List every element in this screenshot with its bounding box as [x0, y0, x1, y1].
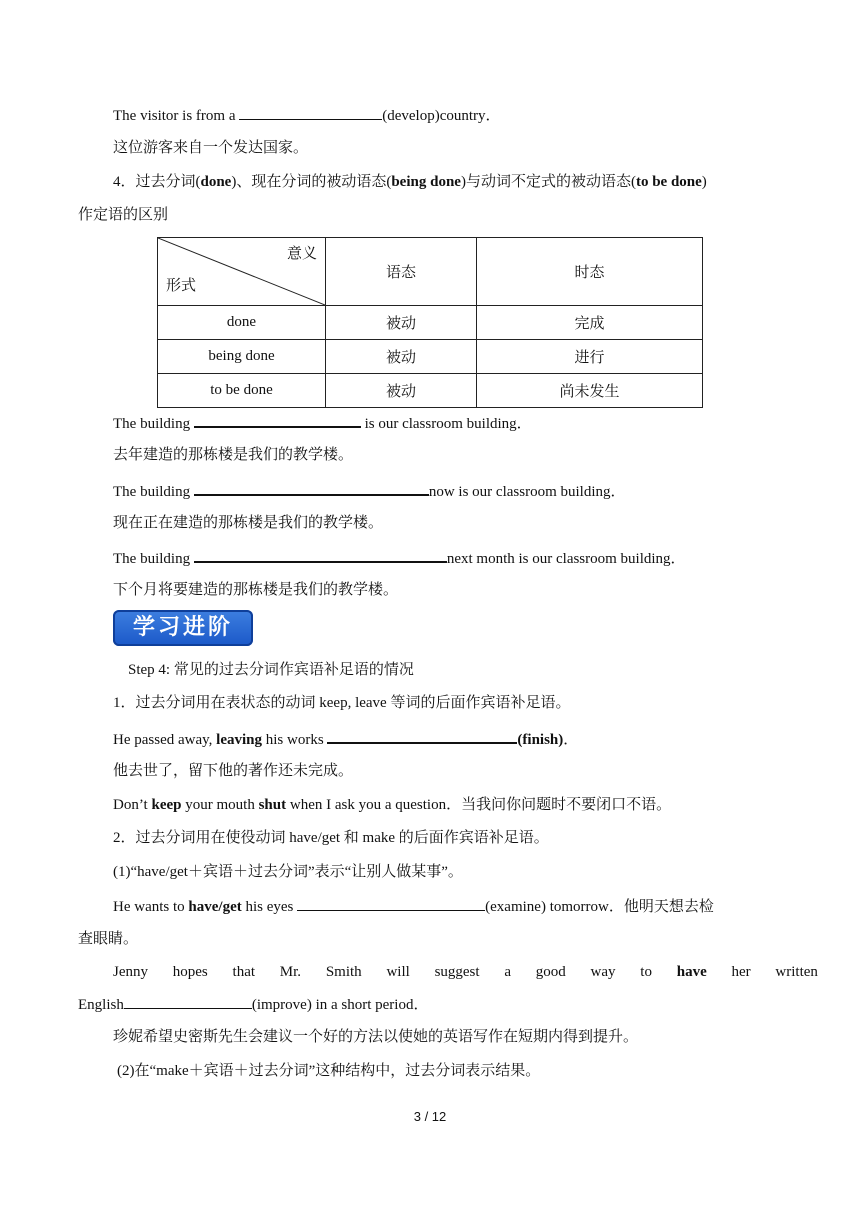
answer-blank: [297, 895, 485, 911]
header-voice: 语态: [326, 238, 477, 306]
corner-top-label: 意义: [286, 246, 317, 262]
page-number: 3 / 12: [413, 1109, 447, 1124]
header-tense: 时态: [477, 238, 703, 306]
answer-blank: [194, 411, 361, 428]
table-corner-cell: [158, 238, 326, 306]
answer-blank: [327, 727, 517, 744]
point-1: 1．过去分词用在表状态的动词 keep, leave 等词的后面作宾语补足语。: [113, 695, 571, 711]
translation-building-1: 去年建造的那栋楼是我们的教学楼。: [113, 447, 354, 463]
answer-blank: [124, 993, 252, 1009]
sentence-examine-cont: 查眼睛。: [78, 931, 139, 947]
table-row: being done 被动 进行: [158, 340, 703, 374]
translation-jenny: 珍妮希望史密斯先生会建议一个好的方法以使她的英语写作在短期内得到提升。: [113, 1029, 639, 1045]
sentence-visitor: The visitor is from a (develop)country．: [113, 104, 501, 126]
sentence-building-3: The building next month is our classroom building．: [113, 546, 686, 569]
translation-passed-away: 他去世了，留下他的著作还未完成。: [113, 763, 354, 779]
sentence-jenny: Jenny hopes that Mr. Smith will suggest a good way to have her written: [113, 964, 818, 980]
sentence-keep-mouth: Don’t keep your mouth shut when I ask you a question．当我问你问题时不要闭口不语。: [113, 797, 672, 813]
section-badge: 学习进阶: [113, 610, 253, 646]
comparison-table: [157, 237, 703, 408]
table-row: done 被动 完成: [158, 306, 703, 340]
table-row: to be done 被动 尚未发生: [158, 374, 703, 408]
section-4-heading-cont: 作定语的区别: [78, 207, 169, 223]
table-header-row: [158, 238, 703, 306]
point-2: 2．过去分词用在使役动词 have/get 和 make 的后面作宾语补足语。: [113, 830, 549, 846]
answer-blank: [194, 546, 447, 563]
sentence-passed-away: He passed away, leaving his works (finish)．: [113, 727, 578, 750]
sentence-building-2: The building now is our classroom building．: [113, 479, 625, 502]
sentence-building-1: The building is our classroom building．: [113, 411, 532, 434]
sentence-jenny-cont: English (improve) in a short period．: [78, 993, 428, 1015]
answer-blank: [194, 479, 429, 496]
corner-bottom-label: 形式: [166, 278, 197, 294]
translation-building-3: 下个月将要建造的那栋楼是我们的教学楼。: [113, 582, 399, 598]
translation-visitor: 这位游客来自一个发达国家。: [113, 140, 309, 156]
translation-building-2: 现在正在建造的那栋楼是我们的教学楼。: [113, 515, 384, 531]
section-4-heading: 4．过去分词(done)、现在分词的被动语态(being done)与动词不定式的被动语态(to be done): [113, 174, 707, 190]
point-2-2: (2)在“make＋宾语＋过去分词”这种结构中，过去分词表示结果。: [117, 1063, 541, 1079]
answer-blank: [239, 104, 382, 120]
sentence-examine: He wants to have/get his eyes (examine) tomorrow．他明天想去检: [113, 895, 714, 917]
point-2-1: (1)“have/get＋宾语＋过去分词”表示“让别人做某事”。: [113, 864, 463, 880]
step-4-heading: Step 4: 常见的过去分词作宾语补足语的情况: [128, 662, 414, 678]
